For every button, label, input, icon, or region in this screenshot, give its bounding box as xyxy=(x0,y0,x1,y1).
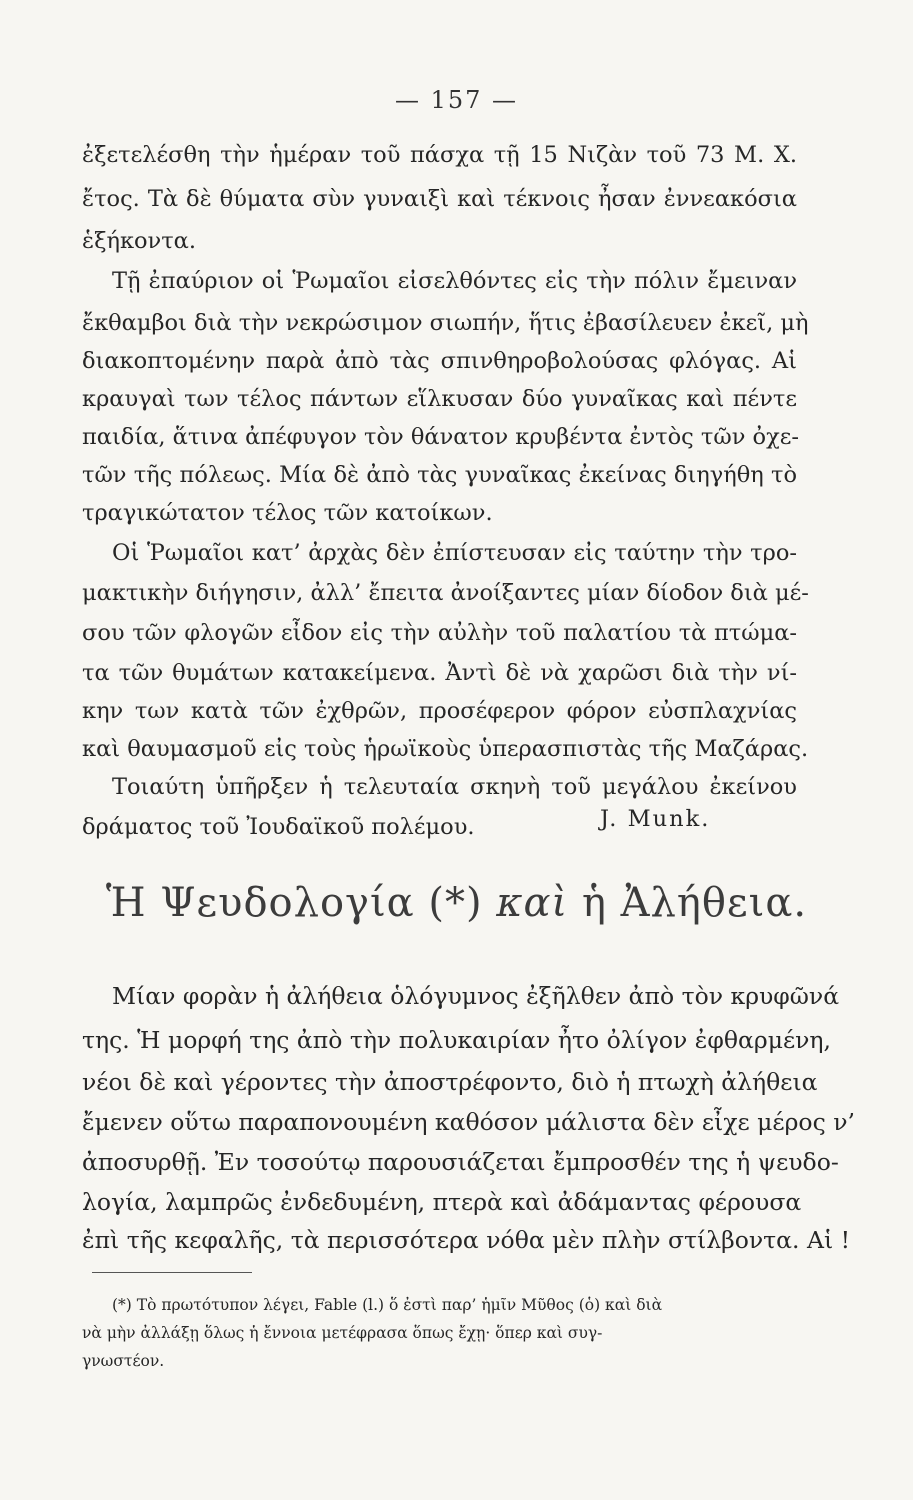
title-part-1: Ἡ Ψευδολογία (*) xyxy=(105,880,483,926)
text-line: ἔτος. Τὰ δὲ θύματα σὺν γυναιξὶ καὶ τέκνοις ἦσαν ἐννεακόσια xyxy=(82,186,797,212)
footnote-line: νὰ μὴν ἀλλάξῃ ὅλως ἡ ἔννοια μετέφρασα ὅπως ἔχῃ· ὅπερ καὶ συγ- xyxy=(82,1324,603,1342)
text-line: ἐπὶ τῆς κεφαλῆς, τὰ περισσότερα νόθα μὲν πλὴν στίλβοντα. Αἱ ! xyxy=(82,1226,851,1254)
paragraph-start: Τῇ ἐπαύριον οἱ Ῥωμαῖοι εἰσελθόντες εἰς τὴν πόλιν ἔμειναν xyxy=(112,268,797,294)
author-signature: J. Munk. xyxy=(600,806,711,832)
text-line: ἔκθαμβοι διὰ τὴν νεκρώσιμον σιωπήν, ἥτις ἐβασίλευεν ἐκεῖ, μὴ xyxy=(82,310,809,336)
paragraph-start: Οἱ Ῥωμαῖοι κατ’ ἀρχὰς δὲν ἐπίστευσαν εἰς ταύτην τὴν τρο- xyxy=(112,540,797,566)
title-part-2: ἡ Ἀλήθεια. xyxy=(581,880,808,926)
footnote-line: γνωστέον. xyxy=(82,1352,165,1370)
paragraph-start: Μίαν φορὰν ἡ ἀλήθεια ὁλόγυμνος ἐξῆλθεν ἀπὸ τὸν κρυφῶνά xyxy=(112,982,840,1010)
text-line: μακτικὴν διήγησιν, ἀλλ’ ἔπειτα ἀνοίξαντες μίαν δίοδον διὰ μέ- xyxy=(82,580,809,606)
text-line: κην των κατὰ τῶν ἐχθρῶν, προσέφερον φόρον εὐσπλαχνίας xyxy=(82,698,797,724)
text-line: λογία, λαμπρῶς ἐνδεδυμένη, πτερὰ καὶ ἀδάμαντας φέρουσα xyxy=(82,1188,802,1216)
text-line: παιδία, ἅτινα ἀπέφυγον τὸν θάνατον κρυβέντα ἐντὸς τῶν ὀχε- xyxy=(82,424,799,450)
page-number: — 157 — xyxy=(394,86,519,114)
title-kai: καὶ xyxy=(496,880,569,926)
text-line: ἀποσυρθῇ. Ἐν τοσούτῳ παρουσιάζεται ἔμπροσθέν της ἡ ψευδο- xyxy=(82,1148,839,1176)
text-line: δράματος τοῦ Ἰουδαϊκοῦ πολέμου. xyxy=(82,814,475,840)
text-line: καὶ θαυμασμοῦ εἰς τοὺς ἡρωϊκοὺς ὑπερασπιστὰς τῆς Μαζάρας. xyxy=(82,736,809,762)
text-line: σου τῶν φλογῶν εἶδον εἰς τὴν αὐλὴν τοῦ παλατίου τὰ πτώμα- xyxy=(82,620,797,646)
text-line: νέοι δὲ καὶ γέροντες τὴν ἀποστρέφοντο, διὸ ἡ πτωχὴ ἀλήθεια xyxy=(82,1068,818,1096)
text-line: της. Ἡ μορφή της ἀπὸ τὴν πολυκαιρίαν ἦτο ὀλίγον ἐφθαρμένη, xyxy=(82,1026,831,1054)
text-line: τῶν τῆς πόλεως. Μία δὲ ἀπὸ τὰς γυναῖκας ἐκείνας διηγήθη τὸ xyxy=(82,462,797,488)
footnote-divider xyxy=(92,1272,252,1273)
text-line: ἐξετελέσθη τὴν ἡμέραν τοῦ πάσχα τῇ 15 Νιζὰν τοῦ 73 Μ. Χ. xyxy=(82,142,797,168)
footnote-line: (*) Τὸ πρωτότυπον λέγει, Fable (l.) ὅ ἐστὶ παρ’ ἡμῖν Μῦθος (ὁ) καὶ διὰ xyxy=(112,1296,663,1314)
text-line: ἑξήκοντα. xyxy=(82,228,197,254)
paragraph-start: Τοιαύτη ὑπῆρξεν ἡ τελευταία σκηνὴ τοῦ μεγάλου ἐκείνου xyxy=(112,774,797,800)
text-line: τα τῶν θυμάτων κατακείμενα. Ἀντὶ δὲ νὰ χαρῶσι διὰ τὴν νί- xyxy=(82,660,797,686)
text-line: ἔμενεν οὕτω παραπονουμένη καθόσον μάλιστα δὲν εἶχε μέρος ν’ xyxy=(82,1108,855,1136)
text-line: διακοπτομένην παρὰ ἀπὸ τὰς σπινθηροβολούσας φλόγας. Αἱ xyxy=(82,348,797,374)
text-line: κραυγαὶ των τέλος πάντων εἵλκυσαν δύο γυναῖκας καὶ πέντε xyxy=(82,386,797,412)
text-line: τραγικώτατον τέλος τῶν κατοίκων. xyxy=(82,500,493,526)
section-title xyxy=(0,880,913,926)
